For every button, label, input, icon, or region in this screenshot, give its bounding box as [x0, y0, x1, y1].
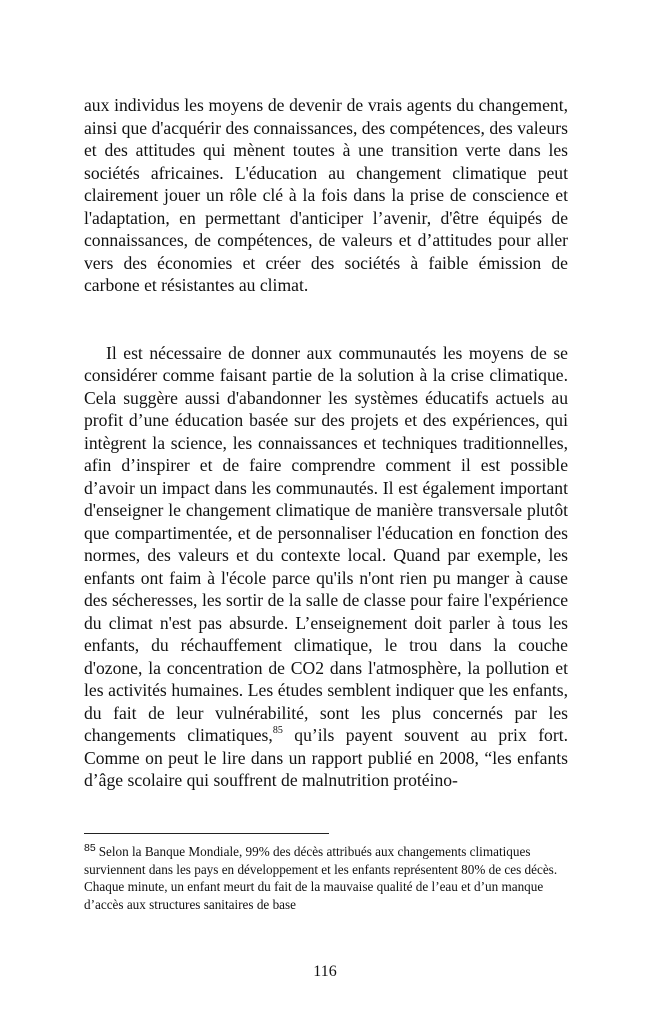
footnote [84, 843, 568, 913]
footnote-reference[interactable]: 85 [272, 725, 283, 737]
paragraph-1: aux individus les moyens de devenir de vrais agents du changement, ainsi que d'acquérir des connaissances, des compétences, des valeurs et des attitudes qui mènent toutes à une transition verte dans les sociétés africaines. L'éducation au changement climatique peut clairement jouer un rôle clé à la fois dans la prise de conscience et l'adaptation, en permettant d'anticiper l’avenir, d'être équipés de connaissances, de compétences, de valeurs et d’attitudes pour aller vers des économies et créer des sociétés à faible émission de carbone et résistantes au climat. [84, 95, 568, 295]
page-body [84, 94, 568, 792]
paragraph-2 [84, 342, 568, 792]
page-number: 116 [313, 963, 337, 980]
footnote-number: 85 [84, 841, 96, 854]
paragraph-2-text-before-ref: Il est nécessaire de donner aux communautés les moyens de se considérer comme faisant partie de la solution à la crise climatique. Cela suggère aussi d'abandonner les systèmes éducatifs actuels au profit d’une éducation basée sur des projets et des expériences, qui intègrent la science, les connaissances et techniques traditionnelles, afin d’inspirer et de faire comprendre comment il est possible d’avoir un impact dans les communautés. Il est également important d'enseigner le changement climatique de manière transversale plutôt que compartimentée, et de personnaliser l'éducation en fonction des normes, des valeurs et du contexte local. Quand par exemple, les enfants ont faim à l'école parce qu'ils n'ont rien pu manger à cause des sécheresses, les sortir de la salle de classe pour faire l'expérience du climat n'est pas absurde. L’enseignement doit parler à tous les enfants, du réchauffement climatique, le trou dans la couche d'ozone, la concentration de CO2 dans l'atmosphère, la pollution et les activités humaines. Les études semblent indiquer que les enfants, du fait de leur vulnérabilité, sont les plus concernés par les changements climatiques, [84, 342, 568, 745]
footnote-separator [84, 833, 329, 834]
footnote-text: Selon la Banque Mondiale, 99% des décès attribués aux changements climatiques surviennent dans les pays en développement et les enfants représentent 80% de ces décès. Chaque minute, un enfant meurt du fait de la mauvaise qualité de l’eau et d’un manque d’accès aux structures sanitaires de base [84, 844, 558, 912]
paragraph-2-text-after-ref: qu’ils payent souvent au prix fort. Comme on peut le lire dans un rapport publié en 2008, “les enfants d’âge scolaire qui souffrent de malnutrition protéino- [84, 725, 569, 790]
